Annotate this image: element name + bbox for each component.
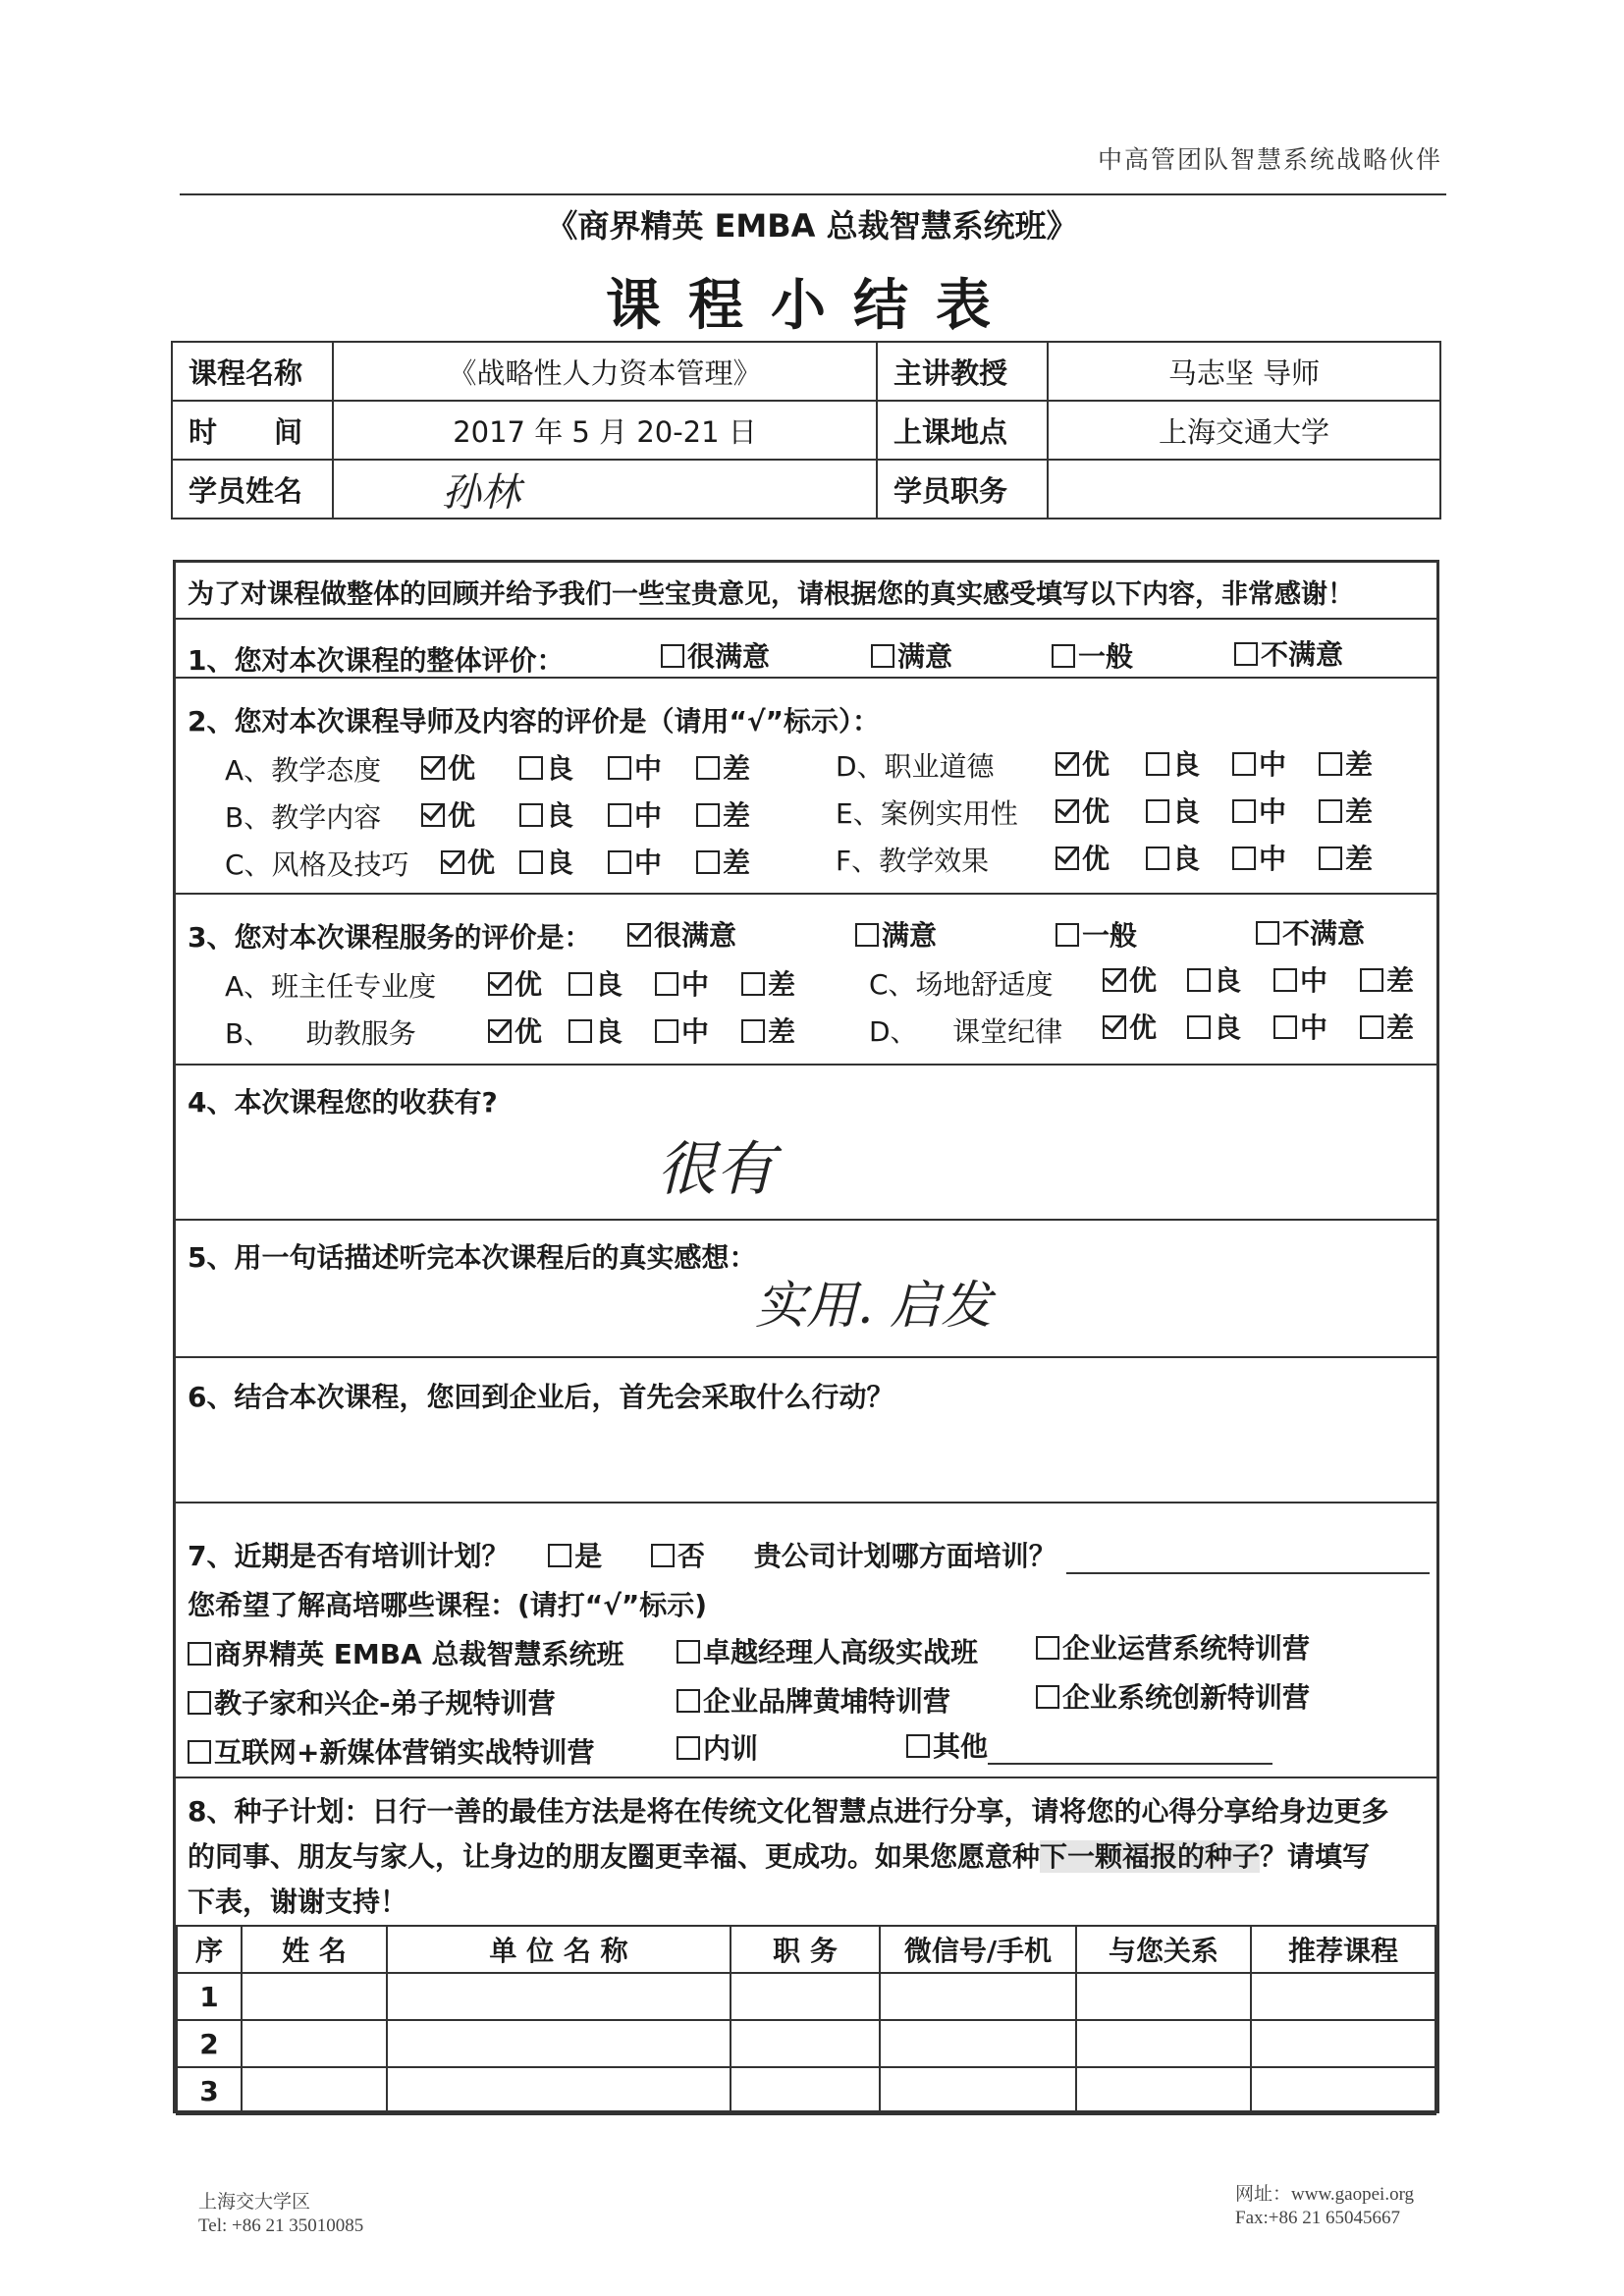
divider <box>176 893 1436 895</box>
q3-a-poor[interactable]: 差 <box>741 963 795 1003</box>
location-value[interactable]: 上海交通大学 <box>1048 401 1440 460</box>
divider <box>176 1502 1436 1503</box>
student-name-value[interactable] <box>333 460 877 519</box>
col-course: 推荐课程 <box>1251 1926 1435 1973</box>
q1-label: 1、您对本次课程的整体评价： <box>188 644 565 677</box>
student-name-label: 学员姓名 <box>172 460 333 519</box>
course-option-emba[interactable]: 商界精英 EMBA 总裁智慧系统班 <box>188 1633 624 1672</box>
checkbox-checked[interactable] <box>488 1019 512 1043</box>
footer-right <box>1235 2183 1414 2230</box>
checkbox[interactable] <box>608 756 631 780</box>
q2-item-c: C、风格及技巧 <box>225 848 409 881</box>
row-number: 1 <box>177 1973 242 2020</box>
divider <box>176 618 1436 620</box>
student-position-label: 学员职务 <box>877 460 1048 519</box>
divider <box>176 1777 1436 1778</box>
q2-c-fair[interactable]: 中 <box>608 842 662 881</box>
q3-c-excellent[interactable]: 优 <box>1103 959 1157 999</box>
course-option-brand[interactable]: 企业品牌黄埔特训营 <box>677 1680 950 1720</box>
q3-item-b: B、 助教服务 <box>225 1017 416 1050</box>
footer-fax: Fax:+86 21 65045667 <box>1235 2208 1400 2228</box>
col-seq: 序 <box>177 1926 242 1973</box>
checkbox-checked[interactable] <box>421 803 445 827</box>
cell-relation[interactable] <box>1076 2020 1251 2067</box>
referral-table <box>176 1925 1436 2115</box>
q2-f-fair[interactable]: 中 <box>1232 838 1286 877</box>
cell-company[interactable] <box>387 1973 731 2020</box>
q5-handwritten-answer[interactable]: 实用. 启发 <box>755 1277 993 1336</box>
checkbox[interactable] <box>1319 847 1342 870</box>
intro-text: 为了对课程做整体的回顾并给予我们一些宝贵意见，请根据您的真实感受填写以下内容，非常感谢！ <box>188 579 1354 610</box>
q2-f-poor[interactable]: 差 <box>1319 838 1373 877</box>
q3-d-excellent[interactable]: 优 <box>1103 1007 1157 1046</box>
cell-position[interactable] <box>731 2067 880 2114</box>
q2-c-poor[interactable]: 差 <box>696 842 750 881</box>
cell-relation[interactable] <box>1076 2067 1251 2114</box>
cell-name[interactable] <box>242 1973 387 2020</box>
q1-option-very-satisfied[interactable]: 很满意 <box>661 635 770 675</box>
checkbox-checked[interactable] <box>421 756 445 780</box>
checkbox[interactable] <box>1273 1015 1297 1039</box>
checkbox[interactable] <box>519 803 543 827</box>
survey-form <box>173 560 1439 2113</box>
checkbox[interactable] <box>1232 752 1256 776</box>
q3-item-d: D、 课堂纪律 <box>869 1015 1063 1048</box>
q3-a-excellent[interactable]: 优 <box>488 963 542 1003</box>
checkbox[interactable] <box>1036 1636 1059 1660</box>
location-label: 上课地点 <box>877 401 1048 460</box>
cell-position[interactable] <box>731 1973 880 2020</box>
course-option-operations[interactable]: 企业运营系统特训营 <box>1036 1627 1310 1667</box>
cell-course[interactable] <box>1251 1973 1435 2020</box>
footer-website[interactable]: 网址：www.gaopei.org <box>1235 2184 1415 2205</box>
time-value[interactable]: 2017 年 5 月 20-21 日 <box>333 401 877 460</box>
course-name-label: 课程名称 <box>172 342 333 401</box>
q2-c-excellent[interactable]: 优 <box>441 842 495 881</box>
checkbox[interactable] <box>871 644 894 668</box>
checkbox[interactable] <box>1036 1685 1059 1709</box>
q2-a-excellent[interactable]: 优 <box>421 747 475 787</box>
q7-row <box>188 1535 1430 1574</box>
checkbox-checked[interactable] <box>1056 847 1079 870</box>
cell-wechat[interactable] <box>880 1973 1076 2020</box>
checkbox[interactable] <box>1146 799 1169 823</box>
col-company: 单 位 名 称 <box>387 1926 731 1973</box>
checkbox[interactable] <box>188 1642 211 1666</box>
q2-b-good[interactable]: 良 <box>519 794 573 834</box>
cell-company[interactable] <box>387 2020 731 2067</box>
tagline: 中高管团队智慧系统战略伙伴 <box>1097 145 1442 174</box>
checkbox[interactable] <box>906 1734 930 1758</box>
course-option-innovation[interactable]: 企业系统创新特训营 <box>1036 1676 1310 1716</box>
q2-d-excellent[interactable]: 优 <box>1056 743 1110 783</box>
q4-label: 4、本次课程您的收获有? <box>188 1086 498 1119</box>
checkbox[interactable] <box>677 1640 700 1664</box>
col-name: 姓 名 <box>242 1926 387 1973</box>
q8-line2: 的同事、朋友与家人，让身边的朋友圈更幸福、更成功。如果您愿意种下一颗福报的种子？请填写 <box>188 1840 1371 1873</box>
q2-a-fair[interactable]: 中 <box>608 747 662 787</box>
q3-option-unsatisfied[interactable]: 不满意 <box>1256 912 1365 952</box>
course-info-table <box>171 341 1441 519</box>
q3-b-excellent[interactable]: 优 <box>488 1011 542 1050</box>
checkbox-checked[interactable] <box>1056 799 1079 823</box>
checkbox[interactable] <box>1146 752 1169 776</box>
checkbox[interactable] <box>1187 1015 1211 1039</box>
divider <box>176 1356 1436 1358</box>
checkbox[interactable] <box>651 1544 675 1567</box>
checkbox[interactable] <box>855 923 879 947</box>
checkbox[interactable] <box>677 1736 700 1760</box>
checkbox[interactable] <box>608 850 631 874</box>
q2-f-excellent[interactable]: 优 <box>1056 838 1110 877</box>
checkbox-checked[interactable] <box>488 972 512 996</box>
q3-c-poor[interactable]: 差 <box>1360 959 1414 999</box>
checkbox[interactable] <box>655 972 678 996</box>
form-title: 课程小结表 <box>606 274 1018 338</box>
checkbox[interactable] <box>1256 921 1279 945</box>
checkbox[interactable] <box>548 1544 571 1567</box>
q3-option-average[interactable]: 一般 <box>1056 914 1137 954</box>
checkbox[interactable] <box>1232 847 1256 870</box>
q3-option-satisfied[interactable]: 满意 <box>855 914 937 954</box>
course-option-internet-marketing[interactable]: 互联网+新媒体营销实战特训营 <box>188 1731 594 1771</box>
course-name-value[interactable]: 《战略性人力资本管理》 <box>333 342 877 401</box>
q3-c-fair[interactable]: 中 <box>1273 959 1327 999</box>
q2-label: 2、您对本次课程导师及内容的评价是（请用“√”标示）： <box>188 705 880 738</box>
checkbox[interactable] <box>568 1019 592 1043</box>
q6-label: 6、结合本次课程，您回到企业后，首先会采取什么行动？ <box>188 1381 894 1413</box>
footer-tel: Tel: +86 21 35010085 <box>198 2215 364 2236</box>
q3-d-poor[interactable]: 差 <box>1360 1007 1414 1046</box>
q3-d-good[interactable]: 良 <box>1187 1007 1241 1046</box>
q3-item-a: A、班主任专业度 <box>225 970 437 1003</box>
referral-header-row <box>177 1926 1435 1973</box>
q5-label: 5、用一句话描述听完本次课程后的真实感想： <box>188 1241 757 1274</box>
q7-courses-prompt: 您希望了解高培哪些课程：(请打“√”标示) <box>188 1589 708 1621</box>
cell-wechat[interactable] <box>880 2067 1076 2114</box>
cell-wechat[interactable] <box>880 2020 1076 2067</box>
checkbox[interactable] <box>1273 968 1297 992</box>
checkbox[interactable] <box>519 756 543 780</box>
checkbox[interactable] <box>696 850 720 874</box>
checkbox[interactable] <box>188 1740 211 1764</box>
q3-label: 3、您对本次课程服务的评价是： <box>188 921 592 954</box>
lecturer-label: 主讲教授 <box>877 342 1048 401</box>
table-row <box>177 2020 1435 2067</box>
q2-e-good[interactable]: 良 <box>1146 791 1200 830</box>
q2-e-poor[interactable]: 差 <box>1319 791 1373 830</box>
q3-b-fair[interactable]: 中 <box>655 1011 709 1050</box>
q2-a-good[interactable]: 良 <box>519 747 573 787</box>
checkbox[interactable] <box>1360 968 1383 992</box>
q3-b-poor[interactable]: 差 <box>741 1011 795 1050</box>
q2-b-poor[interactable]: 差 <box>696 794 750 834</box>
checkbox-checked[interactable] <box>1103 968 1126 992</box>
header-divider <box>180 193 1446 195</box>
q2-b-fair[interactable]: 中 <box>608 794 662 834</box>
cell-company[interactable] <box>387 2067 731 2114</box>
q2-c-good[interactable]: 良 <box>519 842 573 881</box>
time-label: 时 间 <box>172 401 333 460</box>
q4-handwritten-answer[interactable]: 很有 <box>657 1135 775 1204</box>
footer-left <box>198 2191 363 2238</box>
checkbox-checked[interactable] <box>1056 752 1079 776</box>
q3-item-c: C、场地舒适度 <box>869 968 1054 1001</box>
checkbox[interactable] <box>188 1691 211 1715</box>
checkbox[interactable] <box>741 972 765 996</box>
row-number: 2 <box>177 2020 242 2067</box>
divider <box>176 1219 1436 1221</box>
q1-option-satisfied[interactable]: 满意 <box>871 635 952 675</box>
checkbox[interactable] <box>568 972 592 996</box>
checkbox[interactable] <box>1187 968 1211 992</box>
q3-a-good[interactable]: 良 <box>568 963 623 1003</box>
checkbox[interactable] <box>1146 847 1169 870</box>
course-option-inhouse[interactable]: 内训 <box>677 1727 758 1767</box>
table-row <box>177 2067 1435 2114</box>
program-title: 《商界精英 EMBA 总裁智慧系统班》 <box>546 207 1078 245</box>
cell-position[interactable] <box>731 2020 880 2067</box>
q7-plan-input[interactable] <box>1066 1572 1430 1574</box>
checkbox[interactable] <box>1360 1015 1383 1039</box>
divider <box>176 1064 1436 1066</box>
checkbox[interactable] <box>696 756 720 780</box>
q8-line3: 下表，谢谢支持！ <box>188 1886 408 1918</box>
student-position-value[interactable] <box>1048 460 1440 519</box>
cell-name[interactable] <box>242 2020 387 2067</box>
q3-a-fair[interactable]: 中 <box>655 963 709 1003</box>
checkbox[interactable] <box>1232 799 1256 823</box>
other-input[interactable] <box>988 1763 1272 1765</box>
checkbox[interactable] <box>1319 799 1342 823</box>
footer-campus: 上海交大学区 <box>198 2192 311 2213</box>
col-wechat: 微信号/手机 <box>880 1926 1076 1973</box>
lecturer-value[interactable]: 马志坚 导师 <box>1048 342 1440 401</box>
table-row <box>177 1973 1435 2020</box>
col-relation: 与您关系 <box>1076 1926 1251 1973</box>
checkbox-checked[interactable] <box>441 850 464 874</box>
q2-f-good[interactable]: 良 <box>1146 838 1200 877</box>
q2-e-fair[interactable]: 中 <box>1232 791 1286 830</box>
checkbox[interactable] <box>655 1019 678 1043</box>
checkbox[interactable] <box>608 803 631 827</box>
q2-item-f: F、教学效果 <box>836 845 990 877</box>
checkbox[interactable] <box>677 1689 700 1713</box>
checkbox[interactable] <box>519 850 543 874</box>
course-option-dizigui[interactable]: 教子家和兴企-弟子规特训营 <box>188 1682 556 1722</box>
row-number: 3 <box>177 2067 242 2114</box>
q2-b-excellent[interactable]: 优 <box>421 794 475 834</box>
course-option-manager[interactable]: 卓越经理人高级实战班 <box>677 1631 978 1670</box>
course-option-other[interactable]: 其他 <box>906 1725 1272 1765</box>
q2-item-e: E、案例实用性 <box>836 797 1018 830</box>
checkbox[interactable] <box>1056 923 1079 947</box>
q3-b-good[interactable]: 良 <box>568 1011 623 1050</box>
q3-d-fair[interactable]: 中 <box>1273 1007 1327 1046</box>
checkbox[interactable] <box>1319 752 1342 776</box>
cell-relation[interactable] <box>1076 1973 1251 2020</box>
checkbox[interactable] <box>1234 642 1258 666</box>
q2-d-poor[interactable]: 差 <box>1319 743 1373 783</box>
checkbox[interactable] <box>696 803 720 827</box>
q3-option-very-satisfied[interactable]: 很满意 <box>627 914 736 954</box>
checkbox[interactable] <box>1052 644 1075 668</box>
checkbox[interactable] <box>661 644 684 668</box>
checkbox-checked[interactable] <box>1103 1015 1126 1039</box>
q7-plan-question: 贵公司计划哪方面培训？ <box>753 1540 1056 1572</box>
cell-course[interactable] <box>1251 2020 1435 2067</box>
q3-c-good[interactable]: 良 <box>1187 959 1241 999</box>
cell-course[interactable] <box>1251 2067 1435 2114</box>
q2-d-fair[interactable]: 中 <box>1232 743 1286 783</box>
checkbox[interactable] <box>741 1019 765 1043</box>
q2-d-good[interactable]: 良 <box>1146 743 1200 783</box>
q1-option-unsatisfied[interactable]: 不满意 <box>1234 633 1343 673</box>
q2-item-a: A、教学态度 <box>225 754 382 787</box>
student-signature: 孙林 <box>442 469 520 516</box>
q7-no[interactable]: 否 <box>651 1540 705 1572</box>
q7-label: 7、近期是否有培训计划？ <box>188 1540 510 1572</box>
q7-yes[interactable]: 是 <box>548 1540 602 1572</box>
q1-option-average[interactable]: 一般 <box>1052 635 1133 675</box>
q2-a-poor[interactable]: 差 <box>696 747 750 787</box>
q2-item-d: D、职业道德 <box>836 750 995 783</box>
q2-e-excellent[interactable]: 优 <box>1056 791 1110 830</box>
divider <box>176 677 1436 679</box>
cell-name[interactable] <box>242 2067 387 2114</box>
checkbox-checked[interactable] <box>627 923 651 947</box>
q8-line1: 8、种子计划：日行一善的最佳方法是将在传统文化智慧点进行分享，请将您的心得分享给身边更多 <box>188 1795 1389 1828</box>
q2-item-b: B、教学内容 <box>225 801 382 834</box>
col-position: 职 务 <box>731 1926 880 1973</box>
